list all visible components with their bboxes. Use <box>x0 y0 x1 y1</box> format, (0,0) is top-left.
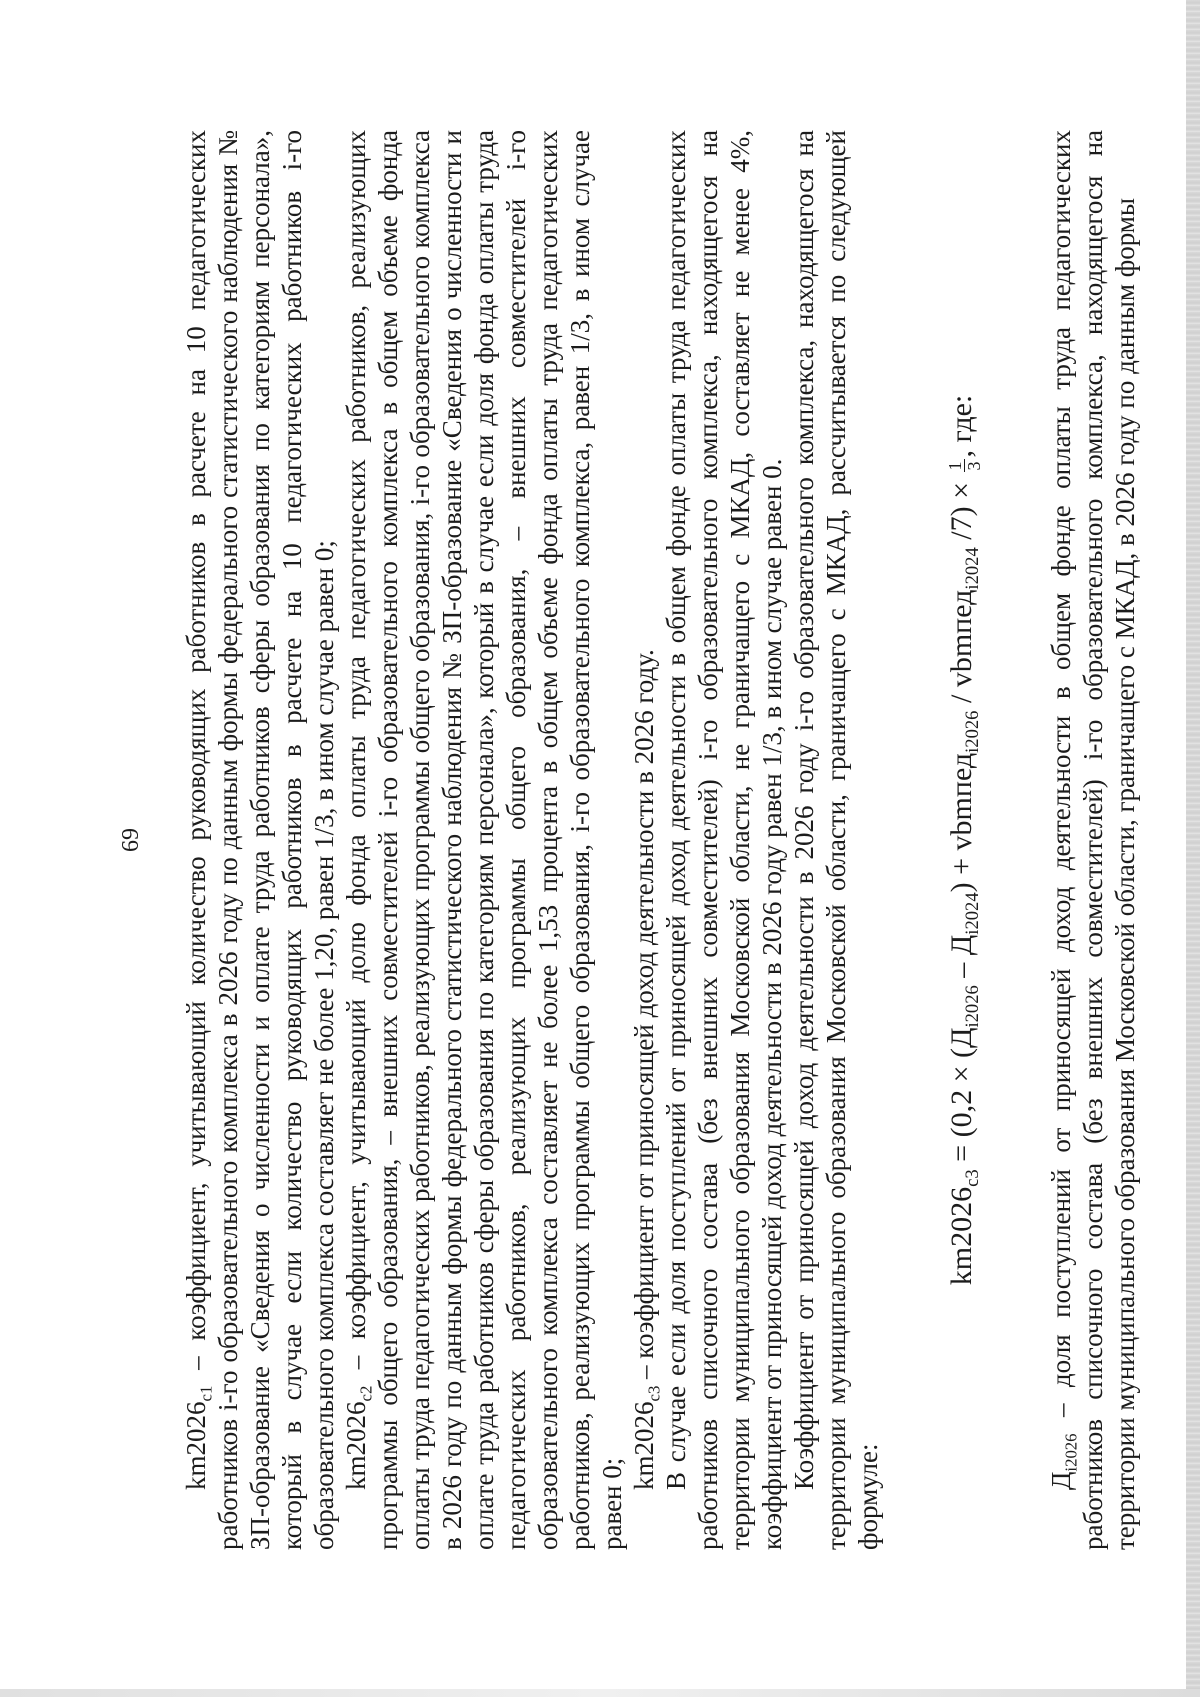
formula-km-c3 <box>942 130 983 1550</box>
km-c3-subscript: с3 <box>644 1385 664 1402</box>
formula-part-2: – Д <box>945 934 978 986</box>
formula-subscript-4: i2024 <box>962 547 983 590</box>
paragraph-km-c3 <box>628 130 664 1550</box>
paragraph-d-definition <box>1045 130 1141 1550</box>
km-c2-symbol: km2026 <box>341 1401 371 1490</box>
formula-part-3: ) + vbmпед <box>945 752 978 893</box>
fraction-denominator: 3 <box>963 461 984 471</box>
formula-subscript-2: i2024 <box>962 892 983 935</box>
km-c3-symbol: km2026 <box>629 1401 659 1490</box>
page-content <box>180 130 1141 1550</box>
formula-part-4: / vbmпед <box>945 589 978 711</box>
paragraph-case: В случае если доля поступлений от приносящей доход деятельности в общем фонде оплаты труда педагогических работников списочного состава (без внешних совместителей) i-го образовательного комплекса, находящегося на территории муниципального образования Московской области, не граничащего с МКАД, составляет не менее 4%, коэффициент от приносящей доход деятельности в 2026 году равен 1/3, в ином случае равен 0. <box>661 130 787 1550</box>
formula-tail: , где: <box>945 394 978 458</box>
scan-edge-right <box>1186 0 1200 1697</box>
d-subscript: i2026 <box>1061 1433 1080 1472</box>
formula-lhs-subscript: с3 <box>962 1169 983 1187</box>
formula-part-5: /7) × <box>945 474 978 548</box>
paragraph-km-c2 <box>340 130 628 1550</box>
km-c1-text: – коэффициент, учитывающий количество руководящих работников в расчете на 10 педагогических работников i-го образовательного комплекса в 2026 году по данным формы федерального статистического наблюдения № ЗП-образование «Сведения о численности и оплате труда работников сферы образования по категориям персонала», который в случае если количество руководящих работников в расчете на 10 педагогических работников i-го образовательного комплекса составляет не более 1,20, равен 1/3, в ином случае равен 0; <box>181 130 339 1550</box>
formula-subscript-1: i2026 <box>962 985 983 1028</box>
formula-part-1: = (0,2 × (Д <box>945 1027 978 1170</box>
scan-edge-bottom <box>0 1689 1200 1697</box>
formula-subscript-3: i2026 <box>962 710 983 753</box>
km-c3-text: – коэффициент от приносящей доход деятельности в 2026 году. <box>629 649 659 1386</box>
paragraph-km-c1 <box>180 130 340 1550</box>
document-page <box>115 90 1140 1590</box>
km-c2-text: – коэффициент, учитывающий долю фонда оплаты труда педагогических работников, реализующих программы общего образования, – внешних совместителей i-го образовательного комплекса в общем объеме фонда оплаты труда педагогических работников, реализующих программы общего образования, i-го образовательного комплекса в 2026 году по данным формы федерального статистического наблюдения № ЗП-образование «Сведения о численности и оплате труда работников сферы образования по категориям персонала», который в случае если доля фонда оплаты труда педагогических работников, реализующих программы общего образования, – внешних совместителей i-го образовательного комплекса составляет не более 1,53 процента в общем объеме фонда оплаты труда педагогических работников, реализующих программы общего образования, i-го образовательного комплекса, равен 1/3, в ином случае равен 0; <box>341 130 627 1550</box>
d-symbol: Д <box>1045 1471 1076 1490</box>
d-text: – доля поступлений от приносящей доход деятельности в общем фонде оплаты труда педагогических работников списочного состава (без внешних совместителей) i-го образовательного комплекса, находящегося на территории муниципального образования Московской области, граничащего с МКАД, в 2026 году по данным формы <box>1045 130 1140 1550</box>
formula-lhs: km2026 <box>945 1186 978 1286</box>
page-number: 69 <box>118 828 144 852</box>
km-c1-symbol: km2026 <box>181 1401 211 1490</box>
fraction-numerator: 1 <box>944 461 965 471</box>
paragraph-coefficient: Коэффициент от приносящей доход деятельности в 2026 году i-го образовательного комплекса, находящегося на территории муниципального образования Московской области, граничащего с МКАД, рассчитывается по следующей формуле: <box>789 130 883 1550</box>
formula-fraction <box>946 459 983 472</box>
km-c1-subscript: с1 <box>196 1385 216 1402</box>
km-c2-subscript: с2 <box>356 1385 376 1402</box>
